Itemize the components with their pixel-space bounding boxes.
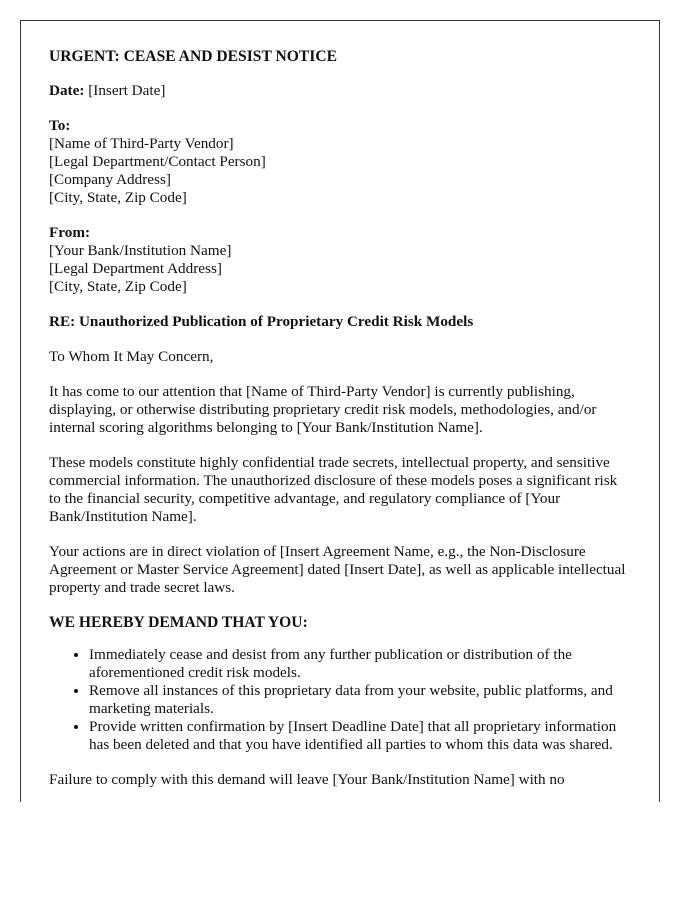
demand-heading: WE HEREBY DEMAND THAT YOU:	[49, 614, 308, 631]
sender-block	[49, 224, 631, 296]
recipient-block	[49, 117, 631, 207]
sender-city-state-zip: [City, State, Zip Code]	[49, 278, 187, 295]
subject-line: RE: Unauthorized Publication of Proprietary Credit Risk Models	[49, 313, 474, 330]
paragraph-attention: It has come to our attention that [Name of Third-Party Vendor] is currently publishing, displaying, or otherwise distributing proprietary credit risk models, methodologies, and/or internal scoring algorithms belonging to [Your Bank/Institution Name].	[49, 383, 597, 436]
recipient-vendor-name: [Name of Third-Party Vendor]	[49, 135, 234, 152]
cease-and-desist-letter	[20, 20, 660, 802]
sender-legal-address: [Legal Department Address]	[49, 260, 222, 277]
paragraph-violation: Your actions are in direct violation of [Insert Agreement Name, e.g., the Non-Disclosure Agreement or Master Service Agreement] dated [Insert Date], as well as applicable intellectual property and trade secret laws.	[49, 543, 626, 596]
recipient-city-state-zip: [City, State, Zip Code]	[49, 189, 187, 206]
recipient-contact: [Legal Department/Contact Person]	[49, 153, 266, 170]
demand-list	[49, 646, 631, 754]
closing-paragraph: Failure to comply with this demand will leave [Your Bank/Institution Name] with no	[49, 771, 565, 788]
demand-item: • Provide written confirmation by [Insert Deadline Date] that all proprietary information has been deleted and that you have identified all parties to whom this data was shared.	[89, 718, 631, 754]
paragraph-confidentiality: These models constitute highly confidential trade secrets, intellectual property, and sensitive commercial information. The unauthorized disclosure of these models poses a significant risk to the financial security, competitive advantage, and regulatory compliance of [Your Bank/Institution Name].	[49, 454, 618, 525]
from-label: From:	[49, 224, 91, 241]
sender-institution-name: [Your Bank/Institution Name]	[49, 242, 232, 259]
demand-item: • Remove all instances of this proprietary data from your website, public platforms, and marketing materials.	[89, 682, 631, 718]
to-label: To:	[49, 117, 71, 134]
salutation: To Whom It May Concern,	[49, 348, 214, 365]
recipient-address: [Company Address]	[49, 171, 171, 188]
notice-title: URGENT: CEASE AND DESIST NOTICE	[49, 48, 337, 65]
date-value: [Insert Date]	[84, 82, 166, 99]
date-line	[49, 82, 631, 100]
demand-item: • Immediately cease and desist from any further publication or distribution of the aforementioned credit risk models.	[89, 646, 631, 682]
date-label: Date:	[49, 82, 85, 99]
